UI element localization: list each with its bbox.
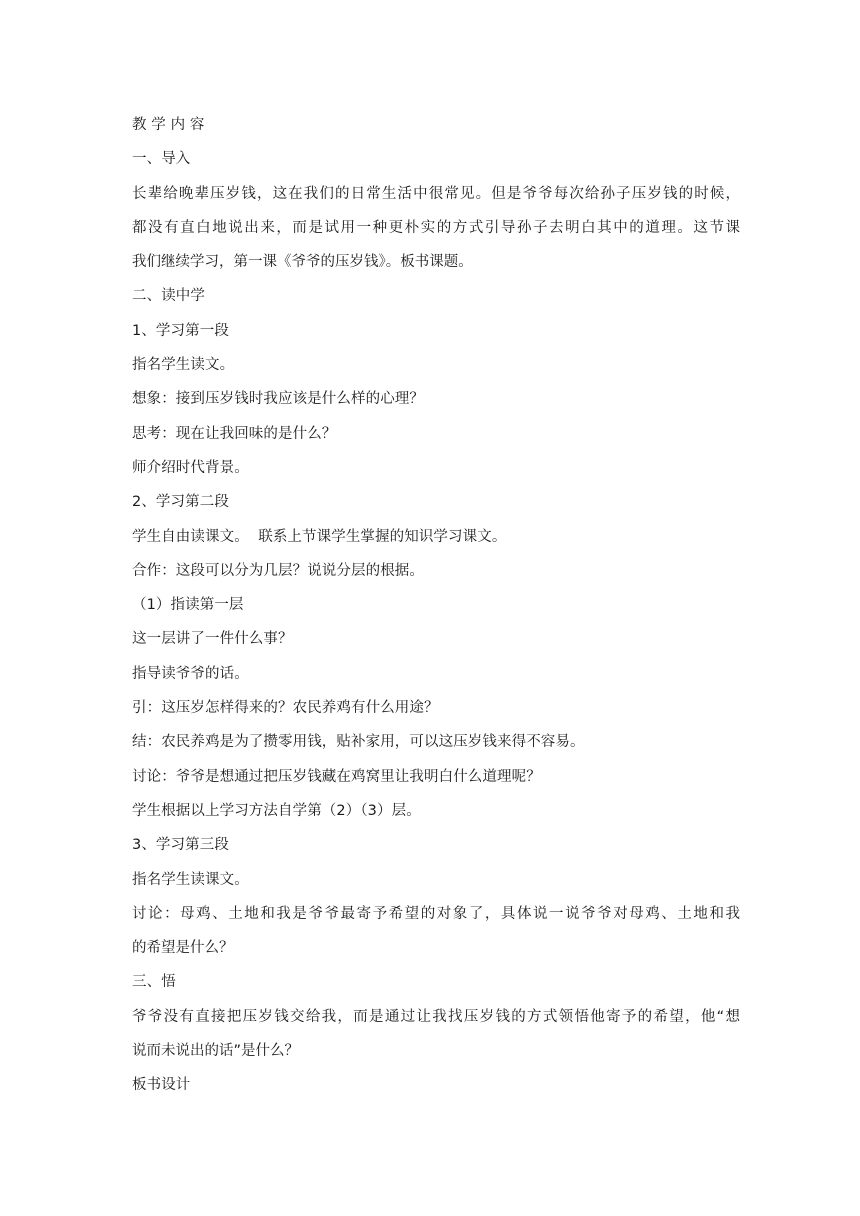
text-line: 想象：接到压岁钱时我应该是什么样的心理？ <box>132 391 424 408</box>
intro-line-2: 都没有直白地说出来，而是试用一种更朴实的方式引导孙子去明白其中的道理。这节课 <box>132 219 740 236</box>
intro-line-3: 我们继续学习，第一课《爷爷的压岁钱》。板书课题。 <box>132 254 473 271</box>
subsection-heading-1: 1、学习第一段 <box>132 322 229 339</box>
wu-line-2: 说而未说出的话”是什么？ <box>132 1043 300 1060</box>
text-line: 师介绍时代背景。 <box>132 459 249 476</box>
intro-paragraph <box>132 177 740 280</box>
wu-paragraph <box>132 1000 740 1069</box>
text-line: 合作：这段可以分为几层？说说分层的根据。 <box>132 562 424 579</box>
text-line: （1）指读第一层 <box>132 597 244 614</box>
text-line: 讨论：爷爷是想通过把压岁钱藏在鸡窝里让我明白什么道理呢？ <box>132 768 541 785</box>
section-heading-read: 二、读中学 <box>132 288 205 305</box>
wu-line-1: 爷爷没有直接把压岁钱交给我，而是通过让我找压岁钱的方式领悟他寄予的希望，他“想 <box>132 1008 740 1025</box>
document-title: 教 学 内 容 <box>132 117 205 133</box>
text-line: 指名学生读课文。 <box>132 871 249 888</box>
text-line: 指名学生读文。 <box>132 357 235 374</box>
intro-line-1: 长辈给晚辈压岁钱，这在我们的日常生活中很常见。但是爷爷每次给孙子压岁钱的时候， <box>132 185 740 202</box>
section-heading-intro: 一、导入 <box>132 151 191 168</box>
text-line: 指导读爷爷的话。 <box>132 665 249 682</box>
text-line: 学生根据以上学习方法自学第（2）（3）层。 <box>132 802 421 819</box>
discussion-paragraph <box>132 897 740 966</box>
board-design-heading: 板书设计 <box>132 1077 191 1094</box>
document-body <box>132 108 740 1103</box>
text-line: 引：这压岁怎样得来的？农民养鸡有什么用途？ <box>132 700 439 717</box>
subsection-heading-3: 3、学习第三段 <box>132 837 229 854</box>
subsection-heading-2: 2、学习第二段 <box>132 494 229 511</box>
section-heading-wu: 三、悟 <box>132 974 176 991</box>
discussion-line-1: 讨论：母鸡、土地和我是爷爷最寄予希望的对象了，具体说一说爷爷对母鸡、土地和我 <box>132 905 740 922</box>
text-line: 结：农民养鸡是为了攒零用钱，贴补家用，可以这压岁钱来得不容易。 <box>132 734 585 751</box>
text-line: 这一层讲了一件什么事？ <box>132 631 293 648</box>
text-line: 思考：现在让我回味的是什么？ <box>132 425 337 442</box>
text-line: 学生自由读课文。 联系上节课学生掌握的知识学习课文。 <box>132 528 507 545</box>
discussion-line-2: 的希望是什么？ <box>132 940 234 957</box>
